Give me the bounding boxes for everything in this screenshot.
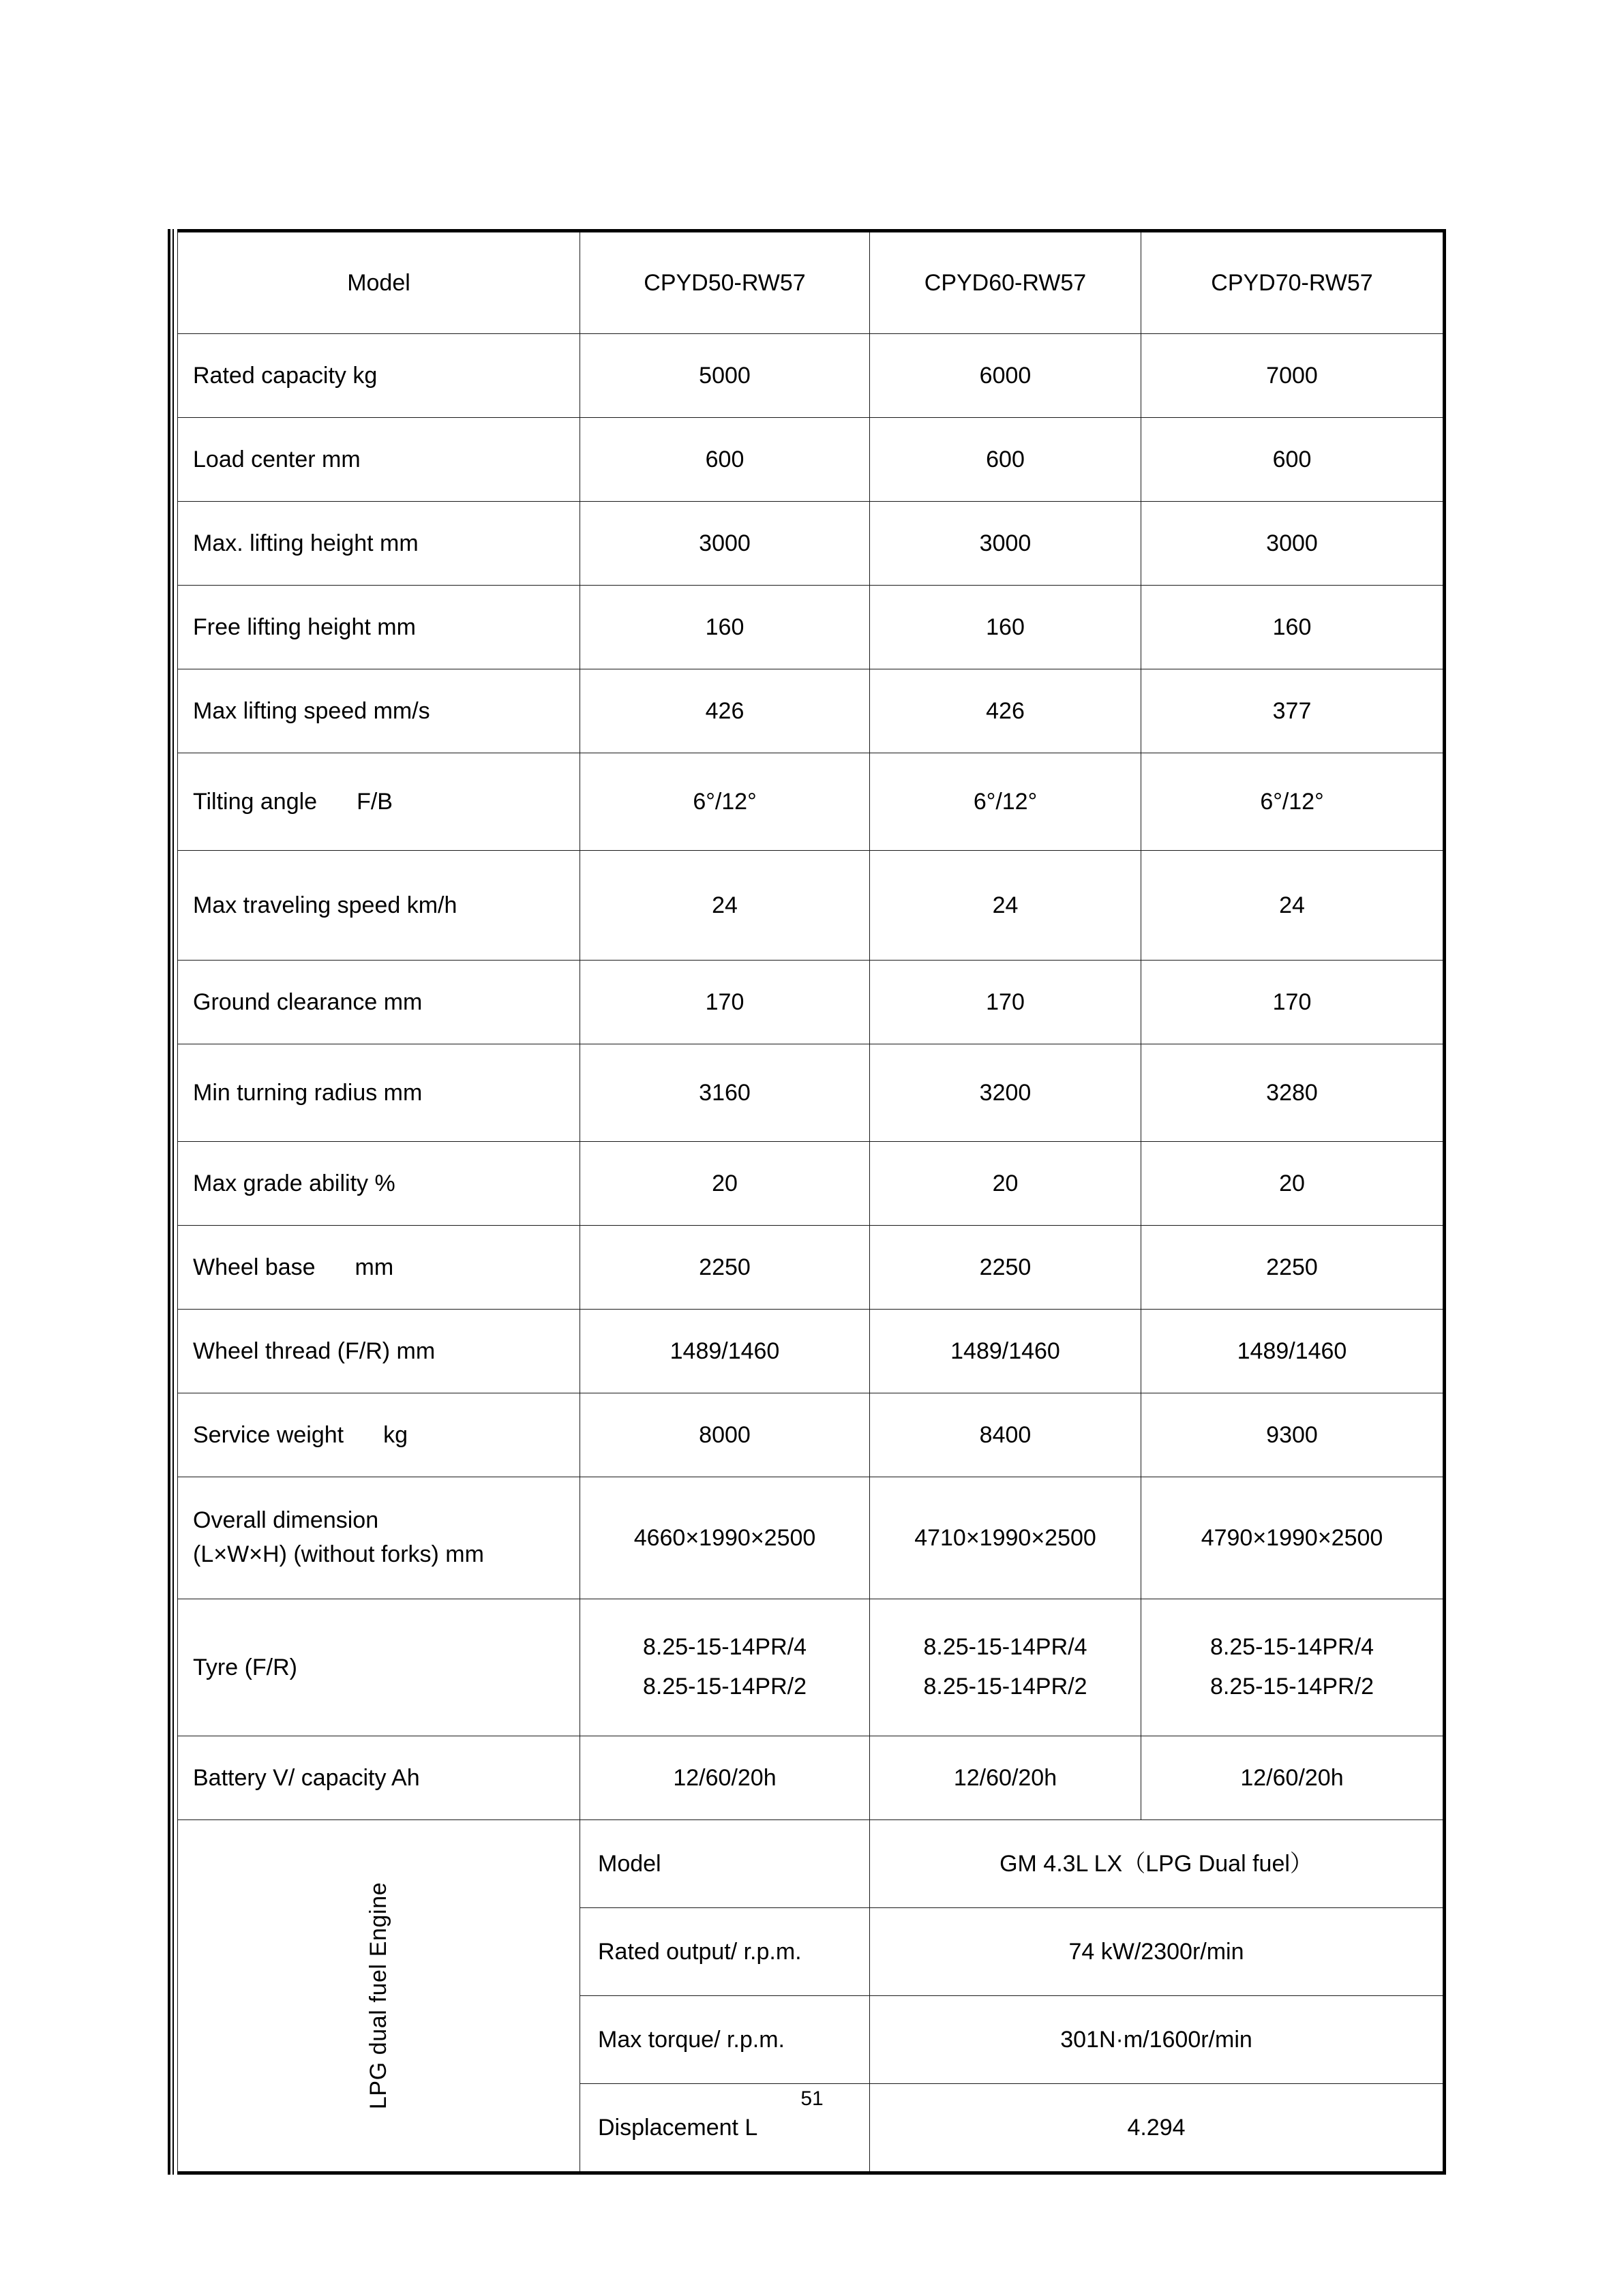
row-label-cell: [178, 669, 580, 753]
row-value: 3200: [979, 1079, 1032, 1106]
row-value: 160: [705, 614, 745, 640]
header-model-1-cell: [580, 231, 870, 334]
row-value-cell: [1141, 334, 1445, 418]
row-label-composite: [178, 1420, 580, 1451]
row-value-cell: [580, 753, 870, 851]
row-value-cell: [870, 961, 1141, 1044]
row-label-cell: [178, 1226, 580, 1310]
row-label: Wheel thread (F/R) mm: [193, 1338, 436, 1364]
row-value-cell: [870, 418, 1141, 502]
row-value-cell: [580, 1393, 870, 1477]
row-value: 12/60/20h: [953, 1764, 1057, 1791]
row-label-cell: [178, 1599, 580, 1736]
engine-group-label-wrapper: [178, 1820, 580, 2171]
row-value: 1489/1460: [950, 1338, 1060, 1364]
header-model-1: CPYD50-RW57: [644, 269, 806, 296]
row-value-cell: [1141, 1477, 1445, 1599]
table-row: [178, 961, 1445, 1044]
row-label: Ground clearance mm: [193, 988, 423, 1015]
row-value: 377: [1272, 697, 1312, 724]
row-value-cell: [870, 1599, 1141, 1736]
row-value: 3000: [1266, 530, 1318, 556]
row-value: 3280: [1266, 1079, 1318, 1106]
row-label-cell: [178, 1477, 580, 1599]
table-row: [178, 1142, 1445, 1226]
row-value: 6000: [979, 362, 1032, 389]
row-label: Load center mm: [193, 446, 361, 472]
row-label-cell: [178, 1393, 580, 1477]
row-label-cell: [178, 502, 580, 586]
row-value: 2250: [1266, 1254, 1318, 1280]
row-value-cell: [1141, 1044, 1445, 1142]
row-value: 170: [705, 988, 745, 1015]
row-label: Tilting angle: [193, 788, 318, 815]
tyre-value-2-line1: 8.25-15-14PR/4: [923, 1634, 1087, 1661]
row-label: Free lifting height mm: [193, 614, 416, 640]
tyre-value-1-line2: 8.25-15-14PR/2: [642, 1674, 807, 1700]
table-row-tyre: [178, 1599, 1445, 1736]
row-value-cell: [580, 1142, 870, 1226]
row-value: 4710×1990×2500: [914, 1524, 1096, 1551]
row-value-cell: [870, 586, 1141, 669]
row-value-cell: [870, 1393, 1141, 1477]
tyre-value-3-line1: 8.25-15-14PR/4: [1209, 1634, 1374, 1661]
engine-group-label: LPG dual fuel Engine: [365, 1882, 392, 2110]
row-value: 8400: [979, 1421, 1032, 1448]
row-label-cell: [178, 1142, 580, 1226]
table-row-overall-dimension: [178, 1477, 1445, 1599]
table-row-battery: [178, 1736, 1445, 1820]
row-value-cell: [870, 669, 1141, 753]
row-value: 4660×1990×2500: [633, 1524, 816, 1551]
row-label-cell: [178, 1044, 580, 1142]
table-row: [178, 1044, 1445, 1142]
row-value: 2250: [979, 1254, 1032, 1280]
row-value: 9300: [1266, 1421, 1318, 1448]
row-value: 6°/12°: [1260, 788, 1324, 815]
table-row: [178, 586, 1445, 669]
overall-dimension-label: [178, 1504, 580, 1571]
engine-row-label: Displacement L: [598, 2114, 758, 2141]
row-label: Max. lifting height mm: [193, 530, 419, 556]
row-value-cell: [580, 1044, 870, 1142]
row-label: Min turning radius mm: [193, 1079, 423, 1106]
row-value-cell: [870, 502, 1141, 586]
engine-group-label-cell: [178, 1820, 580, 2173]
overall-dimension-label-line2: (L×W×H) (without forks) mm: [193, 1541, 484, 1567]
row-value: 20: [1279, 1170, 1305, 1196]
engine-row-label-cell: [580, 1908, 870, 1996]
overall-dimension-label-line1: Overall dimension: [193, 1507, 379, 1534]
row-value: 160: [1272, 614, 1312, 640]
engine-row-label: Rated output/ r.p.m.: [598, 1938, 802, 1965]
row-value: 3000: [699, 530, 751, 556]
row-value: 426: [986, 697, 1025, 724]
row-value-cell: [580, 502, 870, 586]
header-label: Model: [347, 269, 410, 296]
row-value-cell: [1141, 586, 1445, 669]
row-label-suffix: mm: [355, 1254, 394, 1280]
row-label-cell: [178, 586, 580, 669]
header-model-2-cell: [870, 231, 1141, 334]
row-value-cell: [1141, 1393, 1445, 1477]
row-label-composite: [178, 787, 580, 817]
tyre-value-3-line2: 8.25-15-14PR/2: [1209, 1674, 1374, 1700]
row-value-cell: [1141, 418, 1445, 502]
row-value-cell: [580, 851, 870, 961]
row-value-cell: [870, 1310, 1141, 1393]
row-value-cell: [870, 1044, 1141, 1142]
row-value: 160: [986, 614, 1025, 640]
row-label: Max traveling speed km/h: [193, 892, 457, 918]
row-value-cell: [580, 1736, 870, 1820]
row-value-cell: [580, 1477, 870, 1599]
engine-row-value: GM 4.3L LX（LPG Dual fuel）: [999, 1850, 1313, 1877]
row-value-cell: [580, 1310, 870, 1393]
row-label-suffix: F/B: [357, 788, 393, 815]
row-value: 24: [992, 892, 1019, 918]
row-value: 1489/1460: [1237, 1338, 1347, 1364]
row-value: 426: [705, 697, 745, 724]
row-value-cell: [870, 1142, 1141, 1226]
row-value-cell: [1141, 1736, 1445, 1820]
row-label: Service weight: [193, 1421, 344, 1448]
row-value-cell: [580, 669, 870, 753]
engine-row-value: 74 kW/2300r/min: [1068, 1938, 1244, 1965]
row-label-cell: [178, 753, 580, 851]
row-value-cell: [1141, 753, 1445, 851]
row-value: 4790×1990×2500: [1201, 1524, 1383, 1551]
engine-row-model: [178, 1820, 1445, 1908]
row-value-cell: [870, 1477, 1141, 1599]
tyre-value-3: [1141, 1628, 1443, 1707]
table-row: [178, 1393, 1445, 1477]
table-row: [178, 502, 1445, 586]
header-model-3: CPYD70-RW57: [1211, 269, 1373, 296]
row-value: 6°/12°: [973, 788, 1038, 815]
row-value: 7000: [1266, 362, 1318, 389]
row-value-cell: [1141, 1310, 1445, 1393]
row-value: 600: [1272, 446, 1312, 472]
row-value-cell: [580, 961, 870, 1044]
engine-row-label-cell: [580, 1820, 870, 1908]
row-value: 24: [1279, 892, 1305, 918]
table-row: [178, 334, 1445, 418]
table-row: [178, 418, 1445, 502]
row-value-cell: [1141, 851, 1445, 961]
row-value-cell: [870, 1226, 1141, 1310]
row-value: 1489/1460: [670, 1338, 780, 1364]
row-value-cell: [1141, 502, 1445, 586]
page-number: 51: [800, 2087, 824, 2110]
row-value: 8000: [699, 1421, 751, 1448]
row-value-cell: [1141, 1142, 1445, 1226]
row-value-cell: [580, 586, 870, 669]
row-value: 20: [992, 1170, 1019, 1196]
engine-row-value: 301N·m/1600r/min: [1060, 2026, 1252, 2053]
row-value: 12/60/20h: [1240, 1764, 1344, 1791]
row-label-cell: [178, 418, 580, 502]
specification-table: [177, 229, 1446, 2175]
row-label: Battery V/ capacity Ah: [193, 1764, 420, 1791]
row-value: 600: [986, 446, 1025, 472]
row-label: Tyre (F/R): [193, 1654, 297, 1680]
table-row: [178, 753, 1445, 851]
row-value: 2250: [699, 1254, 751, 1280]
row-label-cell: [178, 961, 580, 1044]
table-header-row: [178, 231, 1445, 334]
row-value: 170: [986, 988, 1025, 1015]
row-value: 5000: [699, 362, 751, 389]
row-value-cell: [580, 1599, 870, 1736]
engine-row-label-cell: [580, 1996, 870, 2084]
row-value: 24: [712, 892, 738, 918]
tyre-value-2-line2: 8.25-15-14PR/2: [923, 1674, 1087, 1700]
row-value-cell: [870, 753, 1141, 851]
row-label-cell: [178, 334, 580, 418]
row-value-cell: [1141, 1226, 1445, 1310]
row-label-cell: [178, 851, 580, 961]
table-left-double-border: [168, 229, 174, 2175]
header-model-2: CPYD60-RW57: [924, 269, 1087, 296]
row-value-cell: [580, 334, 870, 418]
row-value-cell: [870, 1736, 1141, 1820]
row-value-cell: [580, 418, 870, 502]
table-row: [178, 669, 1445, 753]
engine-row-value-cell: [870, 1908, 1445, 1996]
tyre-value-1-line1: 8.25-15-14PR/4: [642, 1634, 807, 1661]
engine-row-value-cell: [870, 1820, 1445, 1908]
row-label-cell: [178, 1736, 580, 1820]
row-value: 3160: [699, 1079, 751, 1106]
row-value-cell: [1141, 961, 1445, 1044]
row-value: 12/60/20h: [673, 1764, 777, 1791]
engine-row-value-cell: [870, 1996, 1445, 2084]
row-value-cell: [580, 1226, 870, 1310]
row-value-cell: [1141, 1599, 1445, 1736]
engine-row-label: Max torque/ r.p.m.: [598, 2026, 785, 2053]
engine-row-value: 4.294: [1127, 2114, 1186, 2141]
row-label: Wheel base: [193, 1254, 316, 1280]
engine-row-label: Model: [598, 1850, 661, 1877]
row-value: 20: [712, 1170, 738, 1196]
row-label-suffix: kg: [383, 1421, 408, 1448]
row-value-cell: [1141, 669, 1445, 753]
row-label: Rated capacity kg: [193, 362, 378, 389]
row-label: Max grade ability %: [193, 1170, 395, 1196]
table-row: [178, 1310, 1445, 1393]
tyre-value-1: [580, 1628, 869, 1707]
row-value: 600: [705, 446, 745, 472]
row-label-composite: [178, 1252, 580, 1283]
table-row: [178, 851, 1445, 961]
header-label-cell: [178, 231, 580, 334]
row-label-cell: [178, 1310, 580, 1393]
row-value: 6°/12°: [693, 788, 757, 815]
specification-table-container: [177, 229, 1444, 2175]
table-row: [178, 1226, 1445, 1310]
tyre-value-2: [870, 1628, 1141, 1707]
header-model-3-cell: [1141, 231, 1445, 334]
row-label: Max lifting speed mm/s: [193, 697, 430, 724]
row-value: 170: [1272, 988, 1312, 1015]
row-value-cell: [870, 851, 1141, 961]
row-value: 3000: [979, 530, 1032, 556]
row-value-cell: [870, 334, 1141, 418]
